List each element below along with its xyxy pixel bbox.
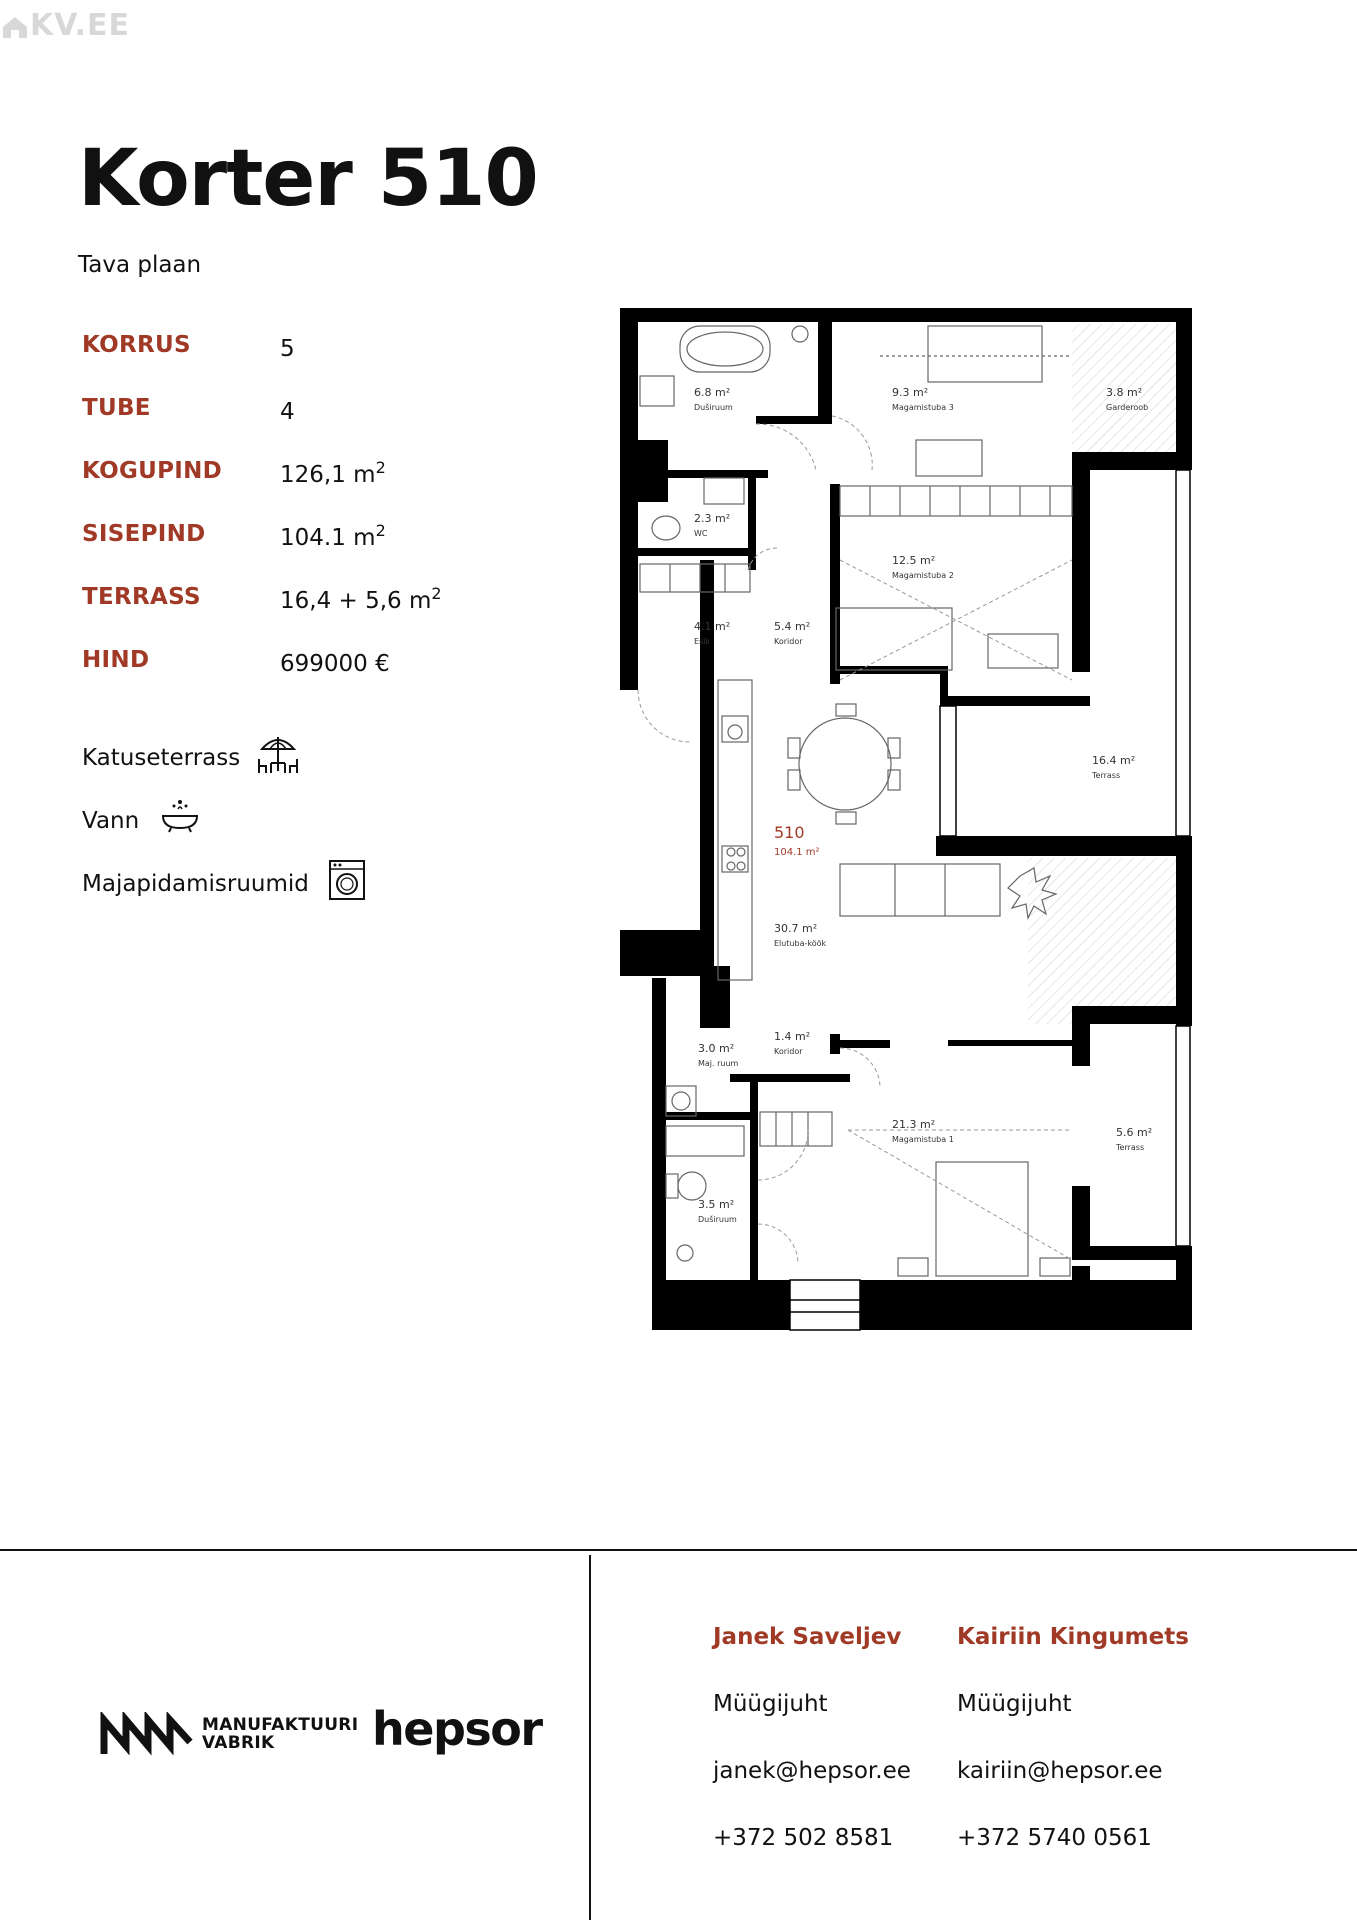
contact-name: Janek Saveljev	[713, 1624, 902, 1650]
watermark-text: KV.EE	[30, 8, 130, 43]
contact-role: Müügijuht	[713, 1691, 828, 1717]
spec-value: 126,1 $m^2$	[280, 458, 386, 488]
contact-email[interactable]: janek@hepsor.ee	[713, 1758, 911, 1784]
room-area: 30.7 m²	[774, 922, 818, 935]
room-name: Terrass	[1116, 1143, 1145, 1152]
contact-role: Müügijuht	[957, 1691, 1072, 1717]
room-name: Garderoob	[1106, 403, 1149, 412]
room-area: 21.3 m²	[892, 1118, 936, 1131]
contact-name: Kairiin Kingumets	[957, 1624, 1189, 1650]
terrace-umbrella-icon	[257, 733, 299, 777]
spec-value: 699000 €	[280, 651, 390, 677]
footer-divider	[0, 1549, 1357, 1551]
feature-majapidamisruumid	[82, 871, 309, 934]
plan-type: Tava plaan	[78, 252, 202, 278]
spec-label: SISEPIND	[82, 521, 206, 547]
feature-label: Vann	[82, 808, 140, 834]
room-area: 2.3 m²	[694, 512, 731, 525]
room-area: 3.5 m²	[698, 1198, 735, 1211]
room-name: Magamistuba 1	[892, 1135, 954, 1144]
room-area: 6.8 m²	[694, 386, 731, 399]
room-name: Koridor	[774, 1047, 803, 1056]
room-area: 5.6 m²	[1116, 1126, 1153, 1139]
spec-value: 16,4 + 5,6 $m^2$	[280, 584, 442, 614]
room-name: Duširuum	[698, 1215, 737, 1224]
spec-label: TUBE	[82, 395, 151, 421]
feature-label: Majapidamisruumid	[82, 871, 309, 897]
spec-label: TERRASS	[82, 584, 201, 610]
room-name: Duširuum	[694, 403, 733, 412]
house-icon	[2, 15, 28, 39]
contact-email[interactable]: kairiin@hepsor.ee	[957, 1758, 1163, 1784]
room-name: WC	[694, 529, 708, 538]
feature-list	[82, 745, 309, 934]
room-area: 1.4 m²	[774, 1030, 811, 1043]
contact-phone[interactable]: +372 502 8581	[713, 1825, 894, 1851]
room-name: Maj. ruum	[698, 1059, 739, 1068]
contact-phone[interactable]: +372 5740 0561	[957, 1825, 1152, 1851]
apartment-number: 510	[774, 823, 805, 842]
page-title: Korter 510	[78, 134, 538, 224]
room-area: 12.5 m²	[892, 554, 936, 567]
room-area: 3.0 m²	[698, 1042, 735, 1055]
spec-value: 4	[280, 399, 295, 425]
spec-label: HIND	[82, 647, 150, 673]
kv-ee-watermark	[2, 8, 130, 43]
manufaktuuri-vabrik-logo: MANUFAKTUURI VABRIK	[202, 1715, 359, 1753]
feature-vann	[82, 808, 309, 871]
contact-card-kairiin	[957, 1624, 1189, 1892]
contact-card-janek	[713, 1624, 911, 1892]
room-area: 4.1 m²	[694, 620, 731, 633]
spec-value: 5	[280, 336, 295, 362]
spec-label: KORRUS	[82, 332, 191, 358]
floor-plan	[618, 306, 1194, 1336]
room-name: Koridor	[774, 637, 803, 646]
spec-value: 104.1 $m^2$	[280, 521, 386, 551]
room-name: Magamistuba 2	[892, 571, 954, 580]
room-area: 16.4 m²	[1092, 754, 1136, 767]
room-name: Magamistuba 3	[892, 403, 954, 412]
hatched-areas	[1028, 324, 1176, 1024]
room-name: Terrass	[1092, 771, 1121, 780]
bathtub-icon	[160, 796, 200, 836]
hepsor-logo: hepsor	[372, 1702, 542, 1756]
exterior-walls	[620, 308, 1192, 1330]
room-area: 9.3 m²	[892, 386, 929, 399]
apartment-area: 104.1 m²	[774, 847, 820, 858]
room-area: 3.8 m²	[1106, 386, 1143, 399]
feature-label: Katuseterrass	[82, 745, 241, 771]
manufaktuuri-vabrik-logo-icon	[100, 1712, 194, 1758]
room-area: 5.4 m²	[774, 620, 811, 633]
room-name: Esik	[694, 637, 711, 646]
washing-machine-icon	[328, 859, 366, 901]
footer-vertical-divider	[589, 1555, 591, 1920]
spec-label: KOGUPIND	[82, 458, 223, 484]
room-name: Elutuba-köök	[774, 939, 827, 948]
